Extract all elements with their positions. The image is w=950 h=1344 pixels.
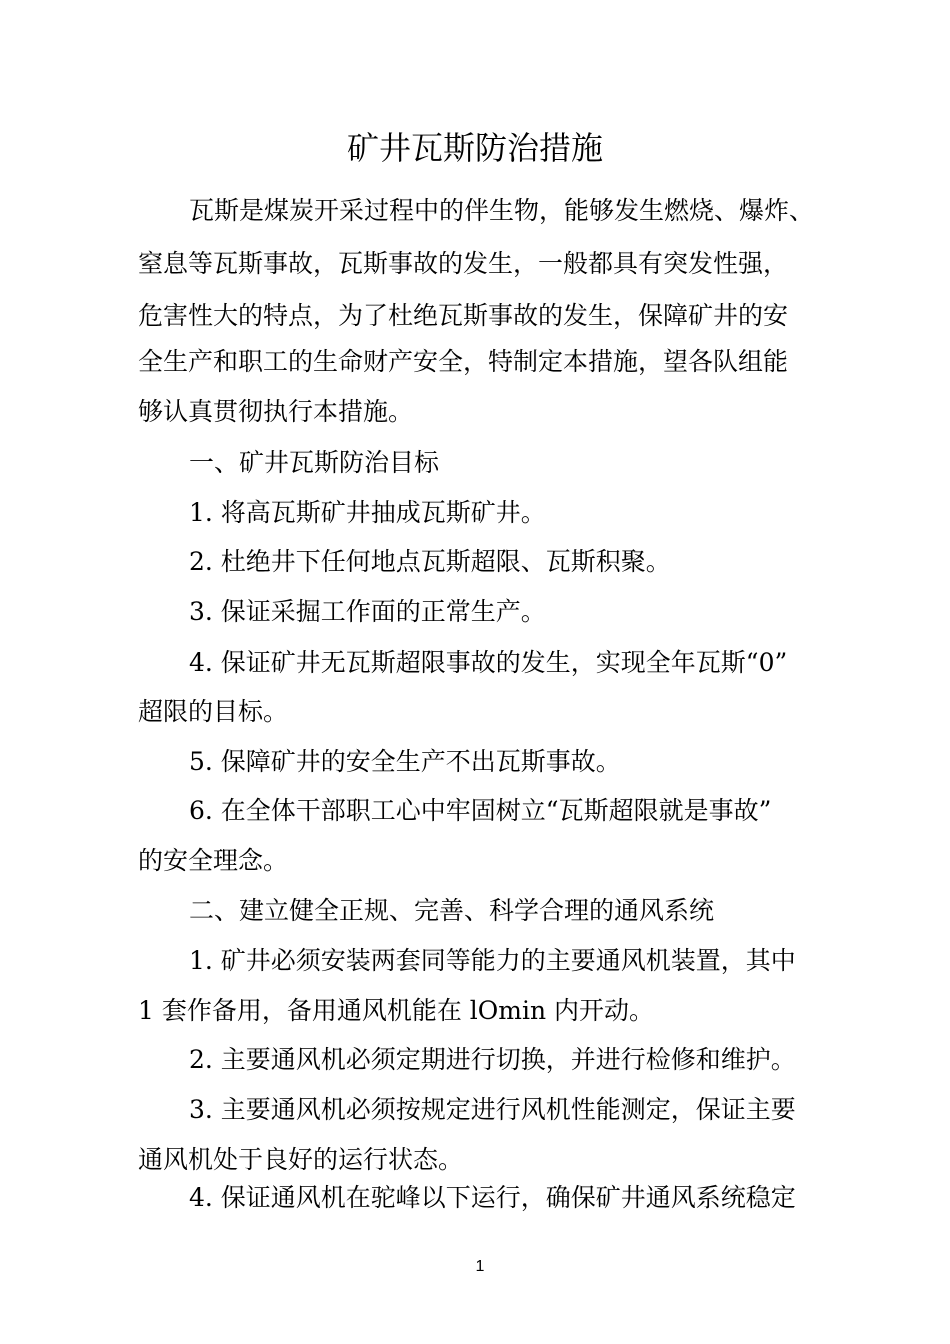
paragraph-line: 瓦斯是煤炭开采过程中的伴生物，能够发生燃烧、爆炸、 <box>189 196 815 225</box>
list-item: 2. 主要通风机必须定期进行切换，并进行检修和维护。 <box>189 1045 796 1074</box>
list-item: 1. 矿井必须安装两套同等能力的主要通风机装置，其中 <box>189 946 796 975</box>
list-item: 6. 在全体干部职工心中牢固树立“瓦斯超限就是事故” <box>189 796 772 825</box>
paragraph-line: 全生产和职工的生命财产安全，特制定本措施，望各队组能 <box>138 347 789 376</box>
section-heading: 二、建立健全正规、完善、科学合理的通风系统 <box>189 896 715 925</box>
list-item: 4. 保证矿井无瓦斯超限事故的发生，实现全年瓦斯“0” <box>189 648 788 677</box>
list-item: 3. 保证采掘工作面的正常生产。 <box>189 597 546 626</box>
list-item: 5. 保障矿井的安全生产不出瓦斯事故。 <box>189 747 621 776</box>
section-heading: 一、矿井瓦斯防治目标 <box>189 448 440 477</box>
paragraph-line: 危害性大的特点，为了杜绝瓦斯事故的发生，保障矿井的安 <box>138 301 789 330</box>
list-item-continuation: 通风机处于良好的运行状态。 <box>138 1145 464 1174</box>
list-item: 4. 保证通风机在驼峰以下运行，确保矿井通风系统稳定 <box>189 1183 796 1212</box>
paragraph-line: 够认真贯彻执行本措施。 <box>138 397 414 426</box>
list-item-continuation: 1 套作备用，备用通风机能在 lOmin 内开动。 <box>138 996 655 1025</box>
list-item: 1. 将高瓦斯矿井抽成瓦斯矿井。 <box>189 498 546 527</box>
page-number: 1 <box>475 1258 485 1275</box>
list-item-continuation: 超限的目标。 <box>138 697 289 726</box>
document-title: 矿井瓦斯防治措施 <box>346 129 603 167</box>
list-item: 2. 杜绝井下任何地点瓦斯超限、瓦斯积聚。 <box>189 547 671 576</box>
list-item-continuation: 的安全理念。 <box>138 846 289 875</box>
list-item: 3. 主要通风机必须按规定进行风机性能测定，保证主要 <box>189 1095 796 1124</box>
paragraph-line: 窒息等瓦斯事故，瓦斯事故的发生，一般都具有突发性强， <box>138 249 789 278</box>
